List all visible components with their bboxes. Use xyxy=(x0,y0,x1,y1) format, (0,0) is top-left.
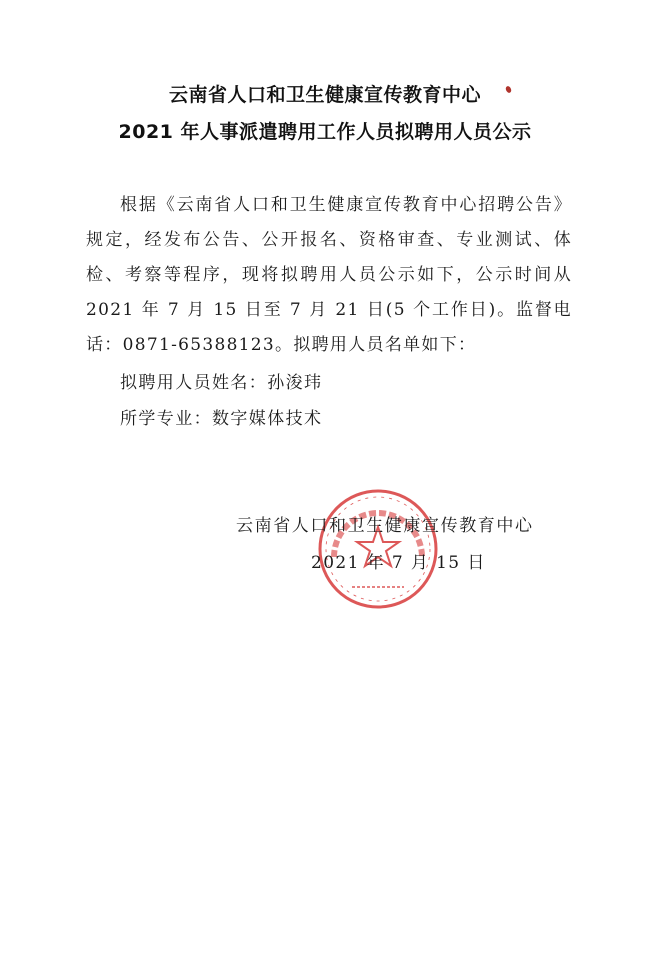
document-title-org: 云南省人口和卫生健康宣传教育中心 xyxy=(168,84,481,106)
signature-date: 2021 年 7 月 15 日 xyxy=(311,553,486,573)
candidate-name-line: 拟聘用人员姓名：孙浚玮 xyxy=(120,373,323,393)
candidate-major-line: 所学专业：数字媒体技术 xyxy=(120,409,323,429)
signature-organization: 云南省人口和卫生健康宣传教育中心 xyxy=(236,516,534,536)
document-title-announcement: 2021 年人事派遣聘用工作人员拟聘用人员公示 xyxy=(118,121,532,143)
announcement-body-paragraph: 根据《云南省人口和卫生健康宣传教育中心招聘公告》规定，经发布公告、公开报名、资格审查、专业测试、体检、考察等程序，现将拟聘用人员公示如下，公示时间从 2021 年 7 月 15 日至 7 月 21 日(5 个工作日)。监督电话：0871-65388123。拟聘用人员名单如下： xyxy=(86,195,572,355)
